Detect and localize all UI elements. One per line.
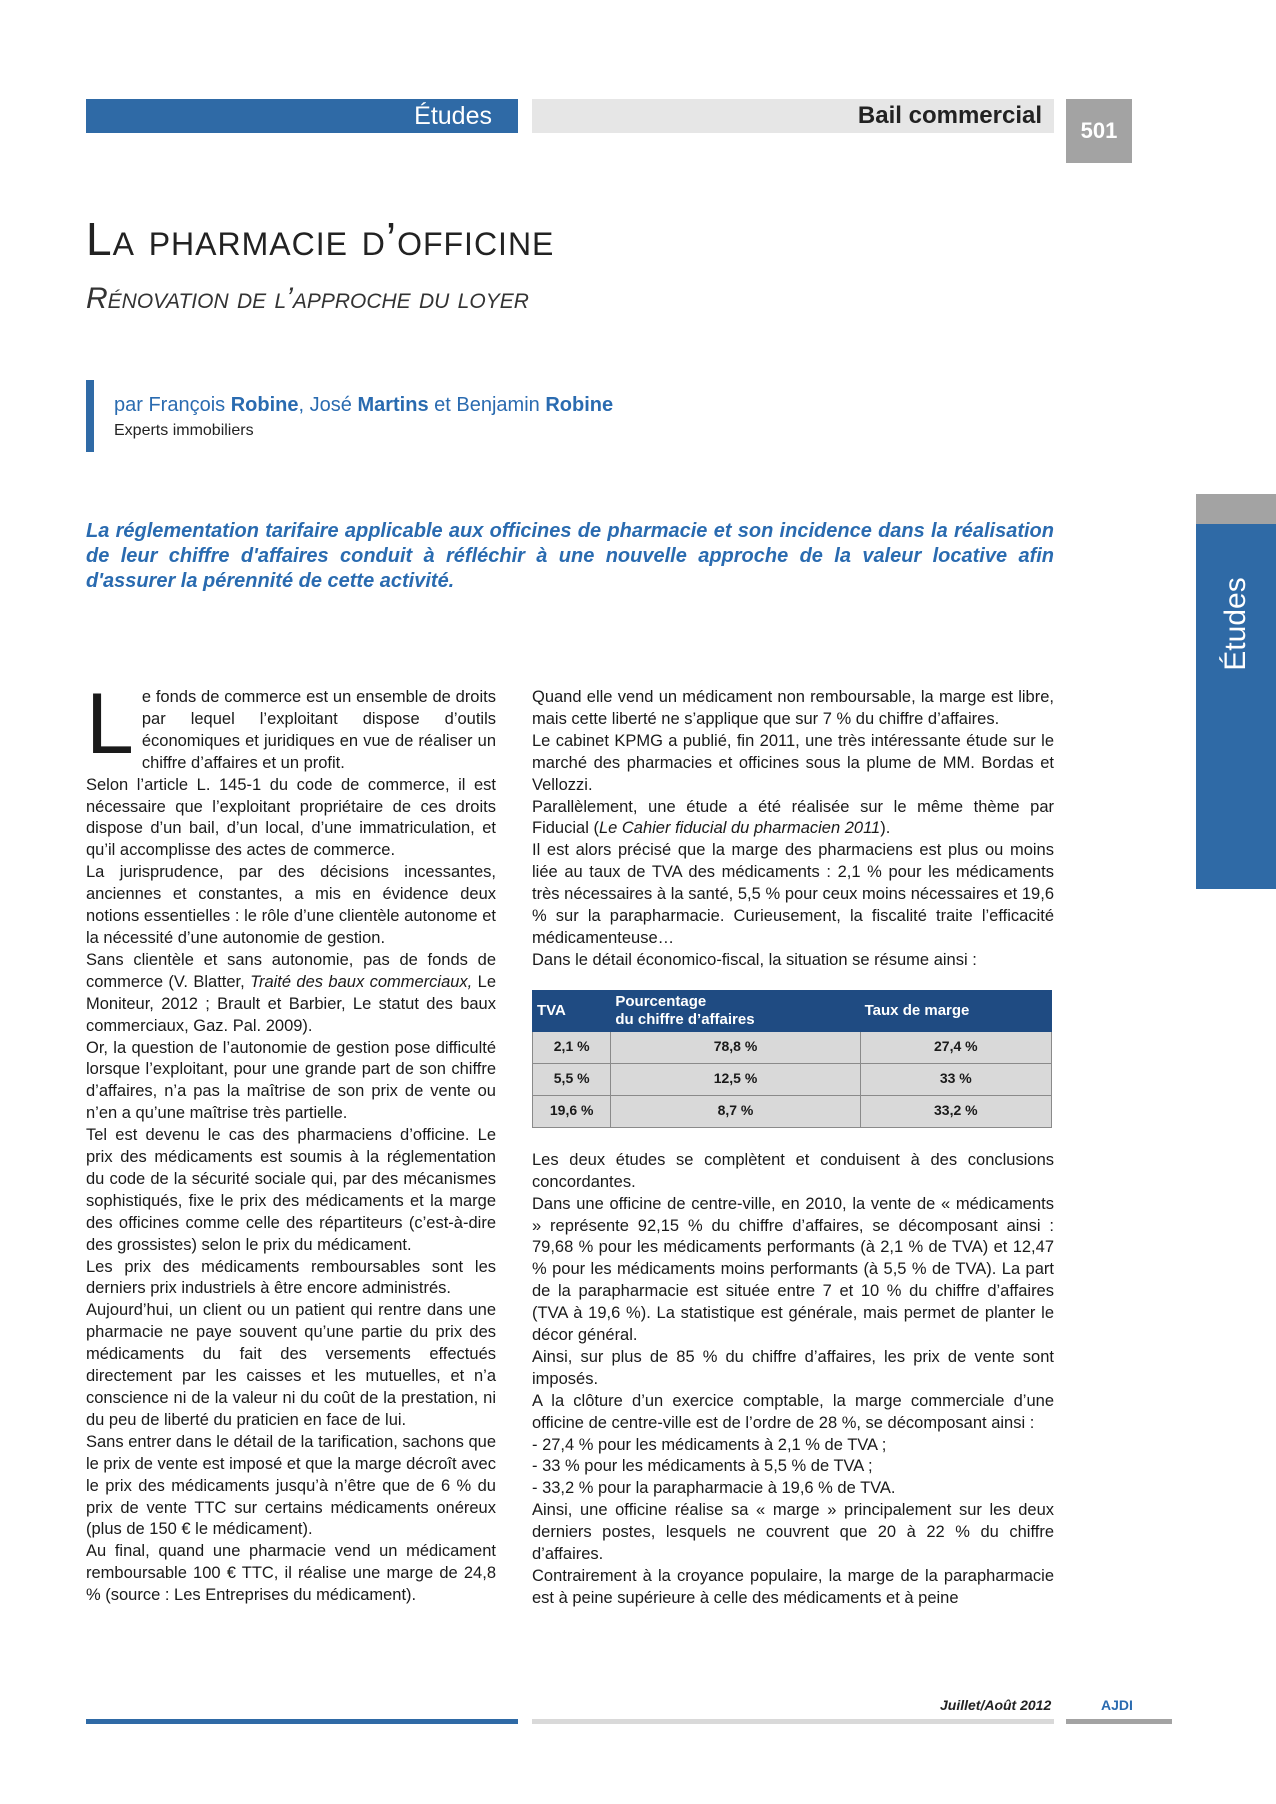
paragraph: Les prix des médicaments remboursables sont les derniers prix industriels à être encore administrés. xyxy=(86,1257,496,1298)
paragraph: Sans entrer dans le détail de la tarification, sachons que le prix de vente est imposé et que la marge décroît avec le prix des médicaments jusqu’à n’être que de 6 % du prix de vente TTC sur certains médicaments onéreux (plus de 150 € le médicament). xyxy=(86,1432,497,1539)
right-column xyxy=(532,687,1054,1610)
paragraph: Or, la question de l’autonomie de gestion pose difficulté lorsque l’exploitant, pour une grande part de son chiffre d’affaires, n’a pas la maîtrise de son prix de vente ou n’en a qu’une maîtrise très partielle. xyxy=(86,1038,496,1123)
paragraph: Quand elle vend un médicament non remboursable, la marge est libre, mais cette liberté ne s’applique que sur 7 % du chiffre d’affaires. xyxy=(532,688,1054,728)
paragraph-text: ). xyxy=(880,819,891,838)
footer-rule-gray xyxy=(532,1719,1054,1724)
footer-rule-blue xyxy=(86,1719,518,1724)
table-cell: 19,6 % xyxy=(533,1095,611,1127)
list-item: - 27,4 % pour les médicaments à 2,1 % de TVA ; xyxy=(532,1435,887,1454)
table-row xyxy=(533,1063,1052,1095)
paragraph: Il est alors précisé que la marge des pharmaciens est plus ou moins liée au taux de TVA des médicaments : 2,1 % pour les médicaments très nécessaires à la santé, 5,5 % pour ceux moins nécessaires et 19,6 % sur la parapharmacie. Curieusement, la fiscalité traite l’efficacité médicamenteuse… xyxy=(532,841,1054,947)
author-3-last: Robine xyxy=(545,394,614,416)
section-header: Études xyxy=(86,99,518,133)
column-header-tva: TVA xyxy=(533,990,611,1031)
paragraph: Contrairement à la croyance populaire, la marge de la parapharmacie est à peine supérieure à celle des médicaments et à peine xyxy=(532,1567,1054,1607)
paragraph: Dans le détail économico-fiscal, la situation se résume ainsi : xyxy=(532,950,977,969)
table-cell: 78,8 % xyxy=(611,1031,860,1063)
table-cell: 33 % xyxy=(860,1063,1051,1095)
paragraph: Selon l’article L. 145-1 du code de commerce, il est nécessaire que l’exploitant propriétaire de ces droits dispose d’un bail, d’un local, d’une immatriculation, et qu’il accomplisse des actes de commerce. xyxy=(86,775,496,860)
author-2-last: Martins xyxy=(357,394,429,416)
abstract: La réglementation tarifaire applicable aux officines de pharmacie et son incidence dans la réalisation de leur chiffre d'affaires conduit à réfléchir à une nouvelle approche de la valeur locative afin d'assurer la pérennité de cette activité. xyxy=(86,520,1054,592)
author-prefix: par xyxy=(114,394,143,416)
paragraph-text: Le Moniteur, 2012 ; Brault et Barbier, Le statut des baux commerciaux, Gaz. Pal. 2009). xyxy=(86,972,496,1035)
paragraph-text: e fonds de commerce est un ensemble de droits par lequel l’exploitant dispose d’outils économiques et juridiques en vue de réaliser un chiffre d’affaires et un profit. xyxy=(141,688,496,772)
topic-header: Bail commercial xyxy=(532,99,1054,133)
column-header-line: du chiffre d’affaires xyxy=(615,1010,755,1028)
citation-title: Le Cahier fiducial du pharmacien 2011 xyxy=(598,819,881,838)
author-accent-bar xyxy=(86,380,94,452)
author-1-first: François xyxy=(148,394,226,416)
side-tab xyxy=(1196,494,1276,889)
author-2-first: José xyxy=(309,394,352,416)
footer-rule-dark-gray xyxy=(1066,1719,1172,1724)
column-header-line: Pourcentage xyxy=(615,992,707,1010)
paragraph: Ainsi, une officine réalise sa « marge » principalement sur les deux derniers postes, lesquels ne couvrent que 20 à 22 % du chiffre d’affaires. xyxy=(532,1501,1054,1564)
table-cell: 8,7 % xyxy=(611,1095,860,1127)
table-cell: 27,4 % xyxy=(860,1031,1051,1063)
author-conj: et xyxy=(434,394,451,416)
paragraph-text: Sans clientèle et sans autonomie, pas de fonds de commerce (V. Blatter, xyxy=(86,950,496,991)
list-item: - 33 % pour les médicaments à 5,5 % de TVA ; xyxy=(532,1457,873,1476)
list-item: - 33,2 % pour la parapharmacie à 19,6 % de TVA. xyxy=(532,1479,896,1498)
paragraph: Le cabinet KPMG a publié, fin 2011, une très intéressante étude sur le marché des pharmacies et officines sous la plume de MM. Bordas et Vellozzi. xyxy=(532,731,1054,794)
citation-title: Traité des baux commerciaux, xyxy=(250,972,473,991)
paragraph: Ainsi, sur plus de 85 % du chiffre d’affaires, les prix de vente sont imposés. xyxy=(532,1347,1054,1388)
paragraph: Les deux études se complètent et conduisent à des conclusions concordantes. xyxy=(532,1150,1054,1191)
table-row xyxy=(533,1095,1052,1127)
paragraph xyxy=(532,797,1054,841)
paragraph: Dans une officine de centre-ville, en 2010, la vente de « médicaments » représente 92,15 % du chiffre d’affaires, se décomposant ainsi : 79,68 % pour les médicaments performants (à 2,1 % de TVA) et 12,47 % pour les médicaments moins performants (à 5,5 % de TVA). La part de la parapharmacie est située entre 7 et 10 % du chiffre d’affaires (TVA à 19,6 %). La statistique est générale, mais permet de planter le décor général. xyxy=(532,1194,1054,1345)
author-role: Experts immobiliers xyxy=(114,422,254,439)
paragraph: Tel est devenu le cas des pharmaciens d’officine. Le prix des médicaments est soumis à la réglementation du code de la sécurité sociale qui, par des mécanismes sophistiqués, fixe le prix des médicaments et la marge des officines comme celle des répartiteurs (c’est-à-dire des grossistes) selon le prix du médicament. xyxy=(86,1126,496,1254)
left-column xyxy=(86,676,497,1607)
table-cell: 5,5 % xyxy=(533,1063,611,1095)
column-header-revenue-share xyxy=(611,990,860,1031)
author-1-last: Robine xyxy=(230,394,299,416)
journal-name: AJDI xyxy=(1101,1697,1133,1713)
table-header-row xyxy=(533,990,1052,1031)
issue-date: Juillet/Août 2012 xyxy=(940,1697,1052,1713)
vat-margin-table xyxy=(532,990,1052,1128)
paragraph xyxy=(86,676,496,775)
page-number: 501 xyxy=(1066,99,1132,163)
column-header-margin-rate: Taux de marge xyxy=(860,990,1051,1031)
table-cell: 12,5 % xyxy=(611,1063,860,1095)
article-title: La pharmacie d’officine xyxy=(86,213,555,265)
paragraph-text: Parallèlement, une étude a été réalisée sur le même thème par Fiducial ( xyxy=(532,797,1054,838)
paragraph: Au final, quand une pharmacie vend un médicament remboursable 100 € TTC, il réalise une marge de 24,8 % (source : Les Entreprises du médicament). xyxy=(86,1542,496,1605)
paragraph xyxy=(86,950,496,1038)
side-tab-label: Études xyxy=(1219,577,1252,671)
author-3-first: Benjamin xyxy=(456,394,540,416)
paragraph: Aujourd’hui, un client ou un patient qui rentre dans une pharmacie ne paye souvent qu’une partie du prix des médicaments du fait des versements effectués directement par les caisses et les mutuelles, et n’a conscience ni de la valeur ni du coût de la prestation, ni du peu de liberté du praticien en face de lui. xyxy=(86,1301,496,1429)
table-cell: 2,1 % xyxy=(533,1031,611,1063)
paragraph: La jurisprudence, par des décisions incessantes, anciennes et constantes, a mis en évidence deux notions essentielles : le rôle d’une clientèle autonome et la nécessité d’une autonomie de gestion. xyxy=(86,863,496,947)
drop-cap: L xyxy=(86,676,134,772)
author-line: par François Robine, José Martins et Benjamin Robine xyxy=(114,394,614,416)
article-subtitle: Rénovation de l’approche du loyer xyxy=(86,282,529,315)
paragraph: A la clôture d’un exercice comptable, la marge commerciale d’une officine de centre-ville est de l’ordre de 28 %, se décomposant ainsi : xyxy=(532,1391,1054,1432)
table-row xyxy=(533,1031,1052,1063)
table-cell: 33,2 % xyxy=(860,1095,1051,1127)
